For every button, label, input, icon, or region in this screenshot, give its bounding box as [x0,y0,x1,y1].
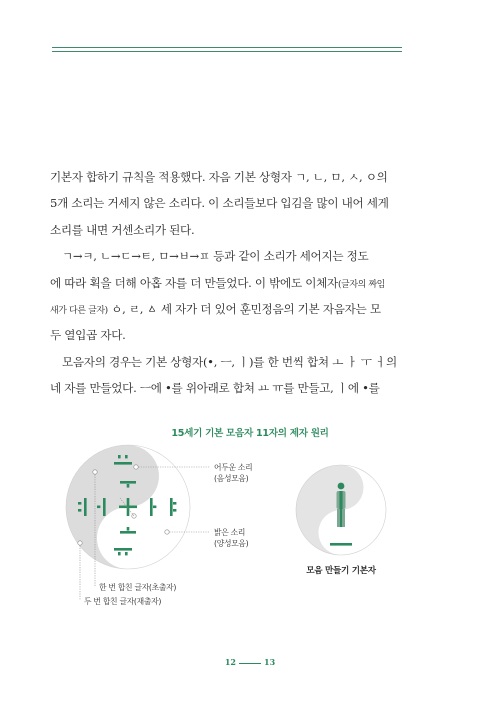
annotation-note: (글자의 짜임 [337,279,385,290]
text-line: 5개 소리는 거세지 않은 소리다. 이 소리들보다 입김을 많이 내어 세게 [50,196,389,211]
text-run: 에 따라 획을 더해 아홉 자를 더 만들었다. 이 밖에도 이체자 [50,275,338,290]
text-line: 두 열입곱 자다. [50,328,126,343]
text-run: ㆁ, ㄹ, ㅿ 세 자가 더 있어 훈민정음의 기본 자음자는 모 [107,301,381,316]
label-chochul: 한 번 합친 글자(초출자) [99,583,177,592]
label-bright-vowel: 밝은 소리 [214,528,246,537]
page-number-right: 13 [264,657,276,667]
label-dark-vowel: 어두운 소리 [214,463,253,472]
figure-title: 15세기 기본 모음자 11자의 제자 원리 [171,428,329,439]
label-basic-vowel: 모음 만들기 기본자 [306,566,376,576]
text-line: 소리를 내면 거센소리가 된다. [50,222,195,237]
label-dark-vowel-sub: (음성모음) [214,474,249,483]
page-numbers [0,657,500,667]
label-jaechul: 두 번 합친 글자(재출자) [84,597,162,606]
text-line: 네 자를 만들었다. ㅡ에 •를 위아래로 합쳐 ㅛ ㅠ를 만들고, ㅣ에 •를 [50,381,380,396]
label-bright-vowel-sub: (양성모음) [214,539,249,548]
text-line: ㄱ→ㅋ, ㄴ→ㄷ→ㅌ, ㅁ→ㅂ→ㅍ 등과 같이 소리가 세어지는 정도 [62,249,369,264]
folio-dash [239,663,261,664]
text-line: 기본자 합하기 규칙을 적용했다. 자음 기본 상형자 ㄱ, ㄴ, ㅁ, ㅅ, ㅇ의 [50,170,388,184]
annotation-note: 새가 다른 글자) [50,305,108,316]
text-line: 모음자의 경우는 기본 상형자(•, ㅡ, ㅣ)를 한 번씩 합쳐 ㅗ ㅏ ㅜ ㅓ의 [62,354,397,369]
page-number-left: 12 [224,657,236,667]
